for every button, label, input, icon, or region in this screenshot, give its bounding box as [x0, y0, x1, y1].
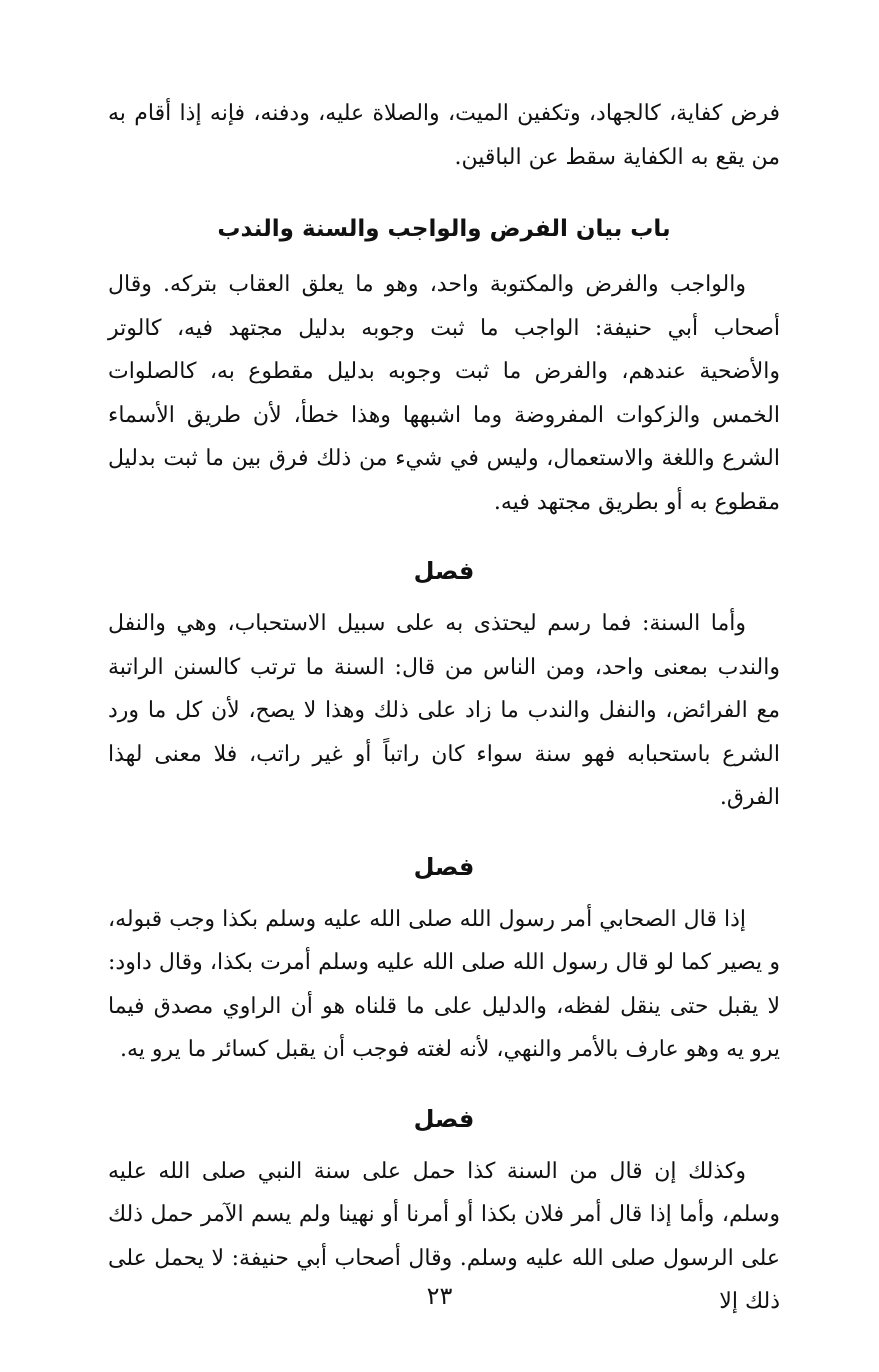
- continued-paragraph: فرض كفاية، كالجهاد، وتكفين الميت، والصلاة عليه، ودفنه، فإنه إذا أقام به من يقع به الكفاية سقط عن الباقين.: [108, 101, 780, 170]
- page-body: [108, 92, 780, 1324]
- chapter-paragraph: والواجب والفرض والمكتوبة واحد، وهو ما يعلق العقاب بتركه. وقال أصحاب أبي حنيفة: الواجب ما ثبت وجوبه بدليل مجتهد فيه، كالوتر والأضحية عندهم، والفرض ما ثبت وجوبه بدليل مقطوع به، كالصلوات الخمس والزكوات المفروضة وما اشبهها وهذا خطأ، لأن طريق الأسماء الشرع واللغة والاستعمال، وليس في شيء من ذلك فرق بين ما ثبت بدليل مقطوع به أو بطريق مجتهد فيه.: [108, 272, 780, 515]
- section-2-paragraph: إذا قال الصحابي أمر رسول الله صلى الله عليه وسلم بكذا وجب قبوله، و يصير كما لو قال رسول الله صلى الله عليه وسلم أمرت بكذا، وقال داود: لا يقبل حتى ينقل لفظه، والدليل على ما قلناه هو أن الراوي مصدق فيما يرو يه وهو عارف بالأمر والنهي، لأنه لغته فوجب أن يقبل كسائر ما يرو يه.: [108, 906, 780, 1062]
- section-2-title: فصل: [413, 852, 475, 881]
- page-number: ٢٣: [426, 1282, 453, 1310]
- section-3-paragraph: وكذلك إن قال من السنة كذا حمل على سنة النبي صلى الله عليه وسلم، وأما إذا قال أمر فلان بكذا أو أمرنا أو نهينا ولم يسم الآمر حمل ذلك على الرسول صلى الله عليه وسلم. وقال أصحاب أبي حنيفة: لا يحمل على ذلك إلا: [108, 1158, 780, 1314]
- section-3-title: فصل: [413, 1104, 475, 1133]
- section-1-title: فصل: [413, 557, 475, 585]
- chapter-title: باب بيان الفرض والواجب والسنة والندب: [217, 216, 671, 242]
- section-1-paragraph: وأما السنة: فما رسم ليحتذى به على سبيل الاستحباب، وهي والنفل والندب بمعنى واحد، ومن الناس من قال: السنة ما ترتب كالسنن الراتبة مع الفرائض، والنفل والندب ما زاد على ذلك وهذا لا يصح، لأن كل ما ورد الشرع باستحبابه فهو سنة سواء كان راتباً أو غير راتب، فلا معنى لهذا الفرق.: [108, 611, 780, 810]
